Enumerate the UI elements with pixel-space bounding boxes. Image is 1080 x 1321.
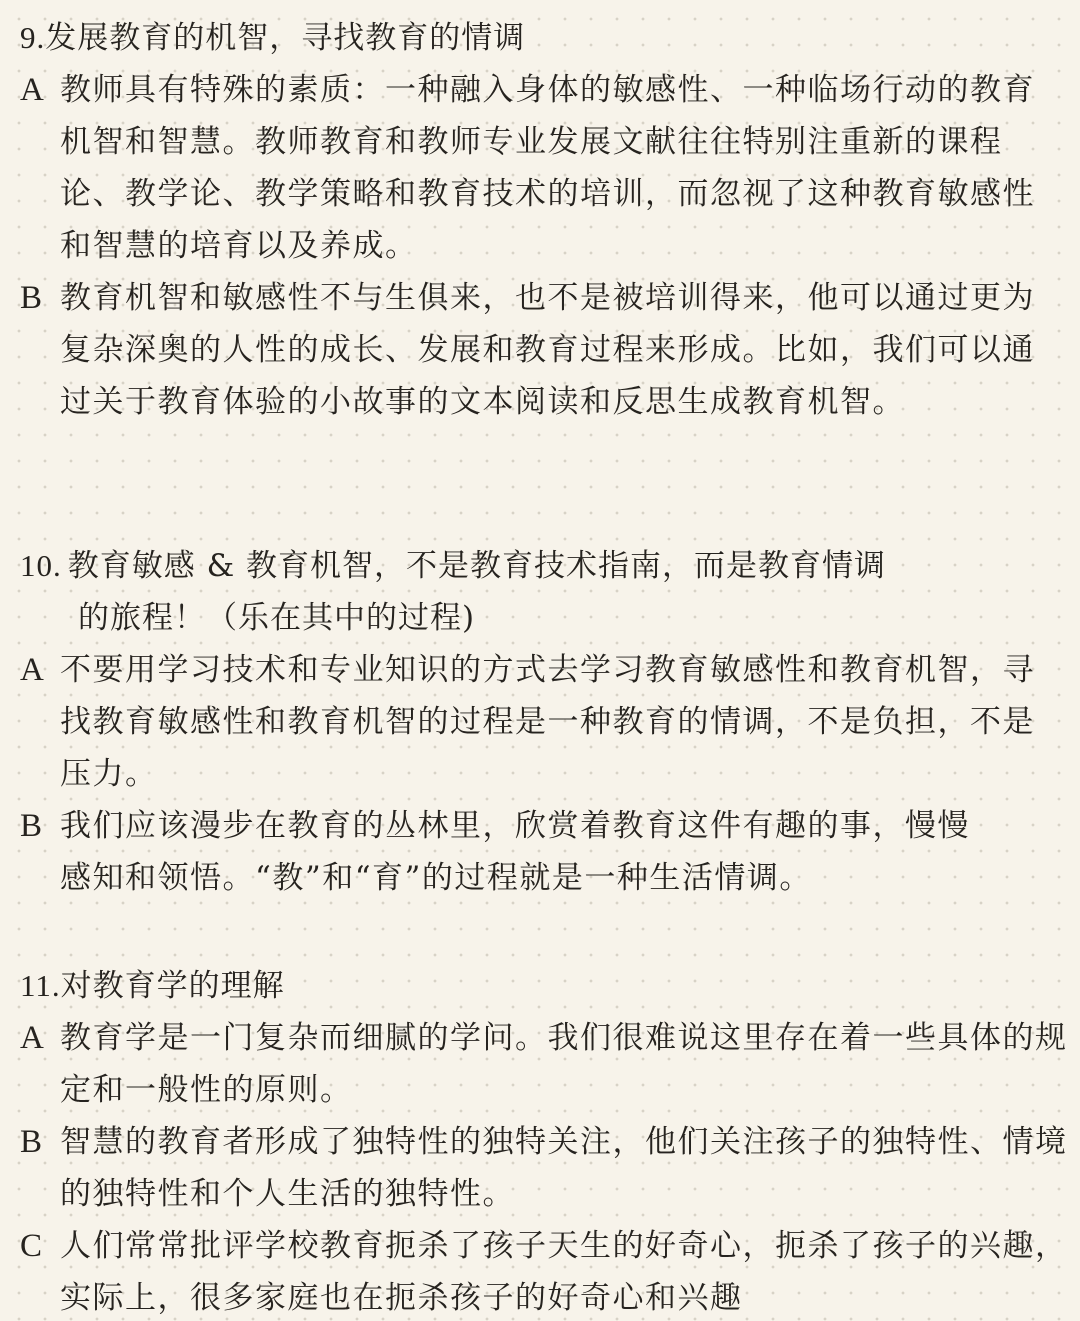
section-11 <box>20 960 1070 1321</box>
section-heading <box>20 960 1070 1012</box>
item-text: 我们应该漫步在教育的丛林里，欣赏着教育这件有趣的事，慢慢感知和领悟。“教”和“育”的过程就是一种生活情调。 <box>60 808 970 896</box>
list-item <box>20 800 1000 904</box>
section-10 <box>20 540 1050 904</box>
item-text: 教育机智和敏感性不与生俱来，也不是被培训得来，他可以通过更为复杂深奥的人性的成长、发展和教育过程来形成。比如，我们可以通过关于教育体验的小故事的文本阅读和反思生成教育机智。 <box>60 280 1035 420</box>
item-letter: A <box>20 652 46 688</box>
list-item <box>20 1012 1070 1116</box>
section-number: 11. <box>20 968 61 1003</box>
item-text: 智慧的教育者形成了独特性的独特关注，他们关注孩子的独特性、情境的独特性和个人生活的独特性。 <box>60 1124 1068 1212</box>
section-title-line2: 的旅程！（乐在其中的过程) <box>78 600 476 636</box>
list-item <box>20 1116 1070 1220</box>
list-item <box>20 1220 1070 1321</box>
item-letter: A <box>20 72 46 108</box>
item-letter: B <box>20 808 44 844</box>
item-letter: B <box>20 280 44 316</box>
section-title-line1: 教育敏感 & 教育机智，不是教育技术指南，而是教育情调 <box>67 548 887 584</box>
section-9 <box>20 12 1050 428</box>
item-letter: C <box>20 1228 44 1264</box>
list-item <box>20 64 1040 272</box>
section-number: 9. <box>20 20 46 55</box>
item-letter: A <box>20 1020 46 1056</box>
list-item <box>20 272 1040 428</box>
item-text: 不要用学习技术和专业知识的方式去学习教育敏感性和教育机智，寻找教育敏感性和教育机智的过程是一种教育的情调，不是负担，不是压力。 <box>60 652 1035 792</box>
section-title: 对教育学的理解 <box>60 968 285 1004</box>
section-title: 发展教育的机智，寻找教育的情调 <box>45 20 526 56</box>
section-heading <box>20 540 1050 644</box>
section-number: 10. <box>20 548 62 583</box>
item-text: 教育学是一门复杂而细腻的学问。我们很难说这里存在着一些具体的规定和一般性的原则。 <box>60 1020 1068 1108</box>
item-text: 人们常常批评学校教育扼杀了孩子天生的好奇心，扼杀了孩子的兴趣，实际上，很多家庭也在扼杀孩子的好奇心和兴趣 <box>60 1228 1068 1316</box>
item-text: 教师具有特殊的素质：一种融入身体的敏感性、一种临场行动的教育机智和智慧。教师教育和教师专业发展文献往往特别注重新的课程论、教学论、教学策略和教育技术的培训，而忽视了这种教育敏感性和智慧的培育以及养成。 <box>60 72 1035 264</box>
list-item <box>20 644 1040 800</box>
item-letter: B <box>20 1124 44 1160</box>
section-heading <box>20 12 1050 64</box>
